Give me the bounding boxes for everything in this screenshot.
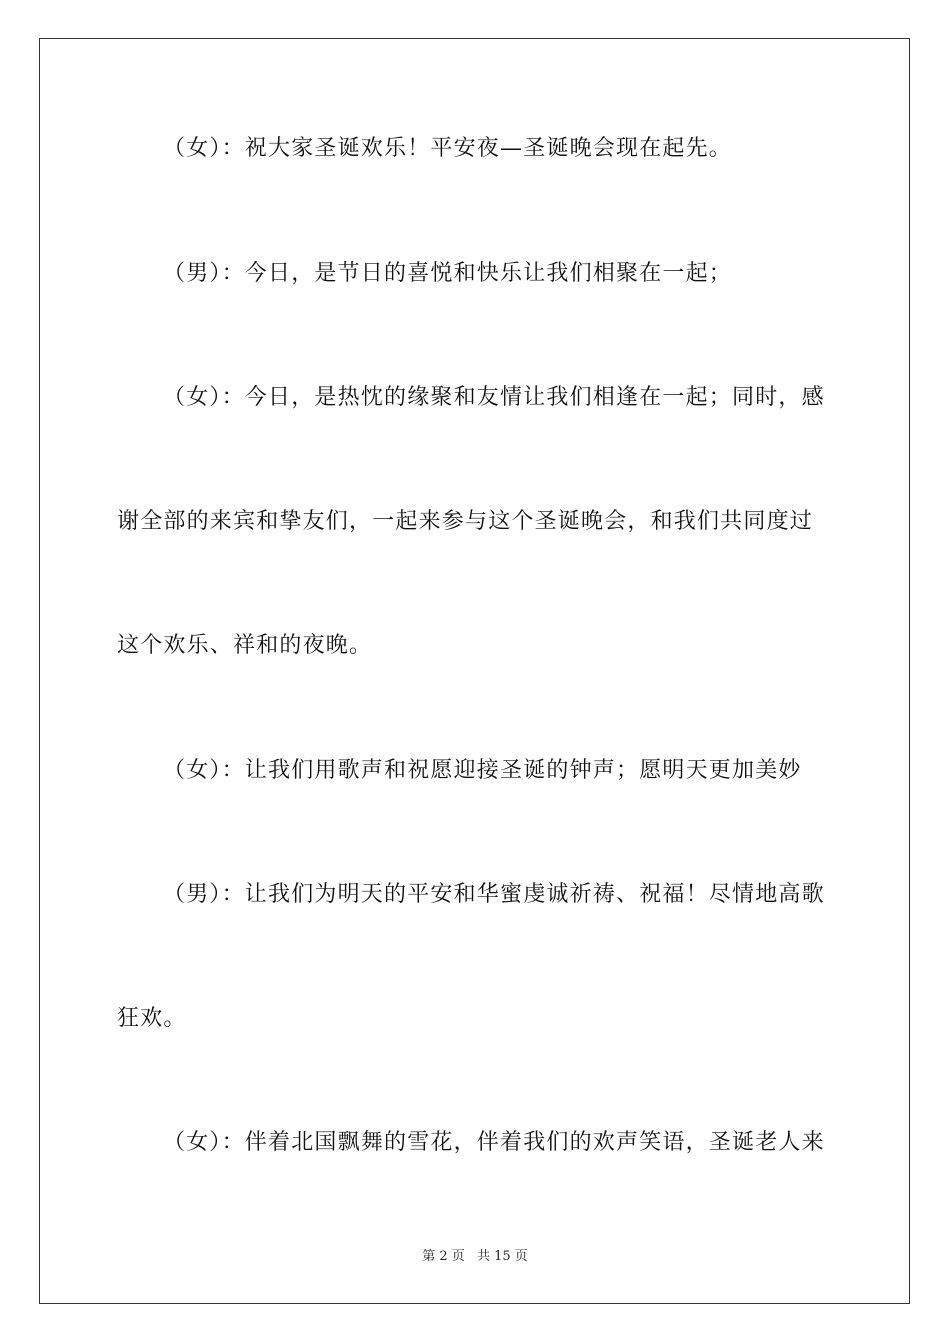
paragraph-line: （女）：祝大家圣诞欢乐！平安夜—圣诞晚会现在起先。: [163, 136, 733, 161]
paragraph-line: （女）：今日，是热忱的缘聚和友情让我们相逢在一起；同时，感: [163, 385, 825, 410]
paragraph-line: 狂欢。: [117, 1006, 187, 1031]
paragraph-line: 谢全部的来宾和挚友们，一起来参与这个圣诞晚会，和我们共同度过: [117, 509, 814, 534]
paragraph-line: 这个欢乐、祥和的夜晚。: [117, 633, 373, 658]
paragraph-line: （男）：今日，是节日的喜悦和快乐让我们相聚在一起；: [163, 261, 733, 286]
page-total: 共 15 页: [476, 1249, 528, 1264]
paragraph-line: （男）：让我们为明天的平安和华蜜虔诚祈祷、祝福！尽情地高歌: [163, 882, 825, 907]
page-border: [39, 38, 910, 1304]
page-footer: [0, 1248, 950, 1266]
paragraph-line: （女）：让我们用歌声和祝愿迎接圣诞的钟声；愿明天更加美妙: [163, 758, 802, 783]
paragraph-line: （女）：伴着北国飘舞的雪花，伴着我们的欢声笑语，圣诞老人来: [163, 1130, 825, 1155]
page-number: 第 2 页: [422, 1249, 465, 1264]
